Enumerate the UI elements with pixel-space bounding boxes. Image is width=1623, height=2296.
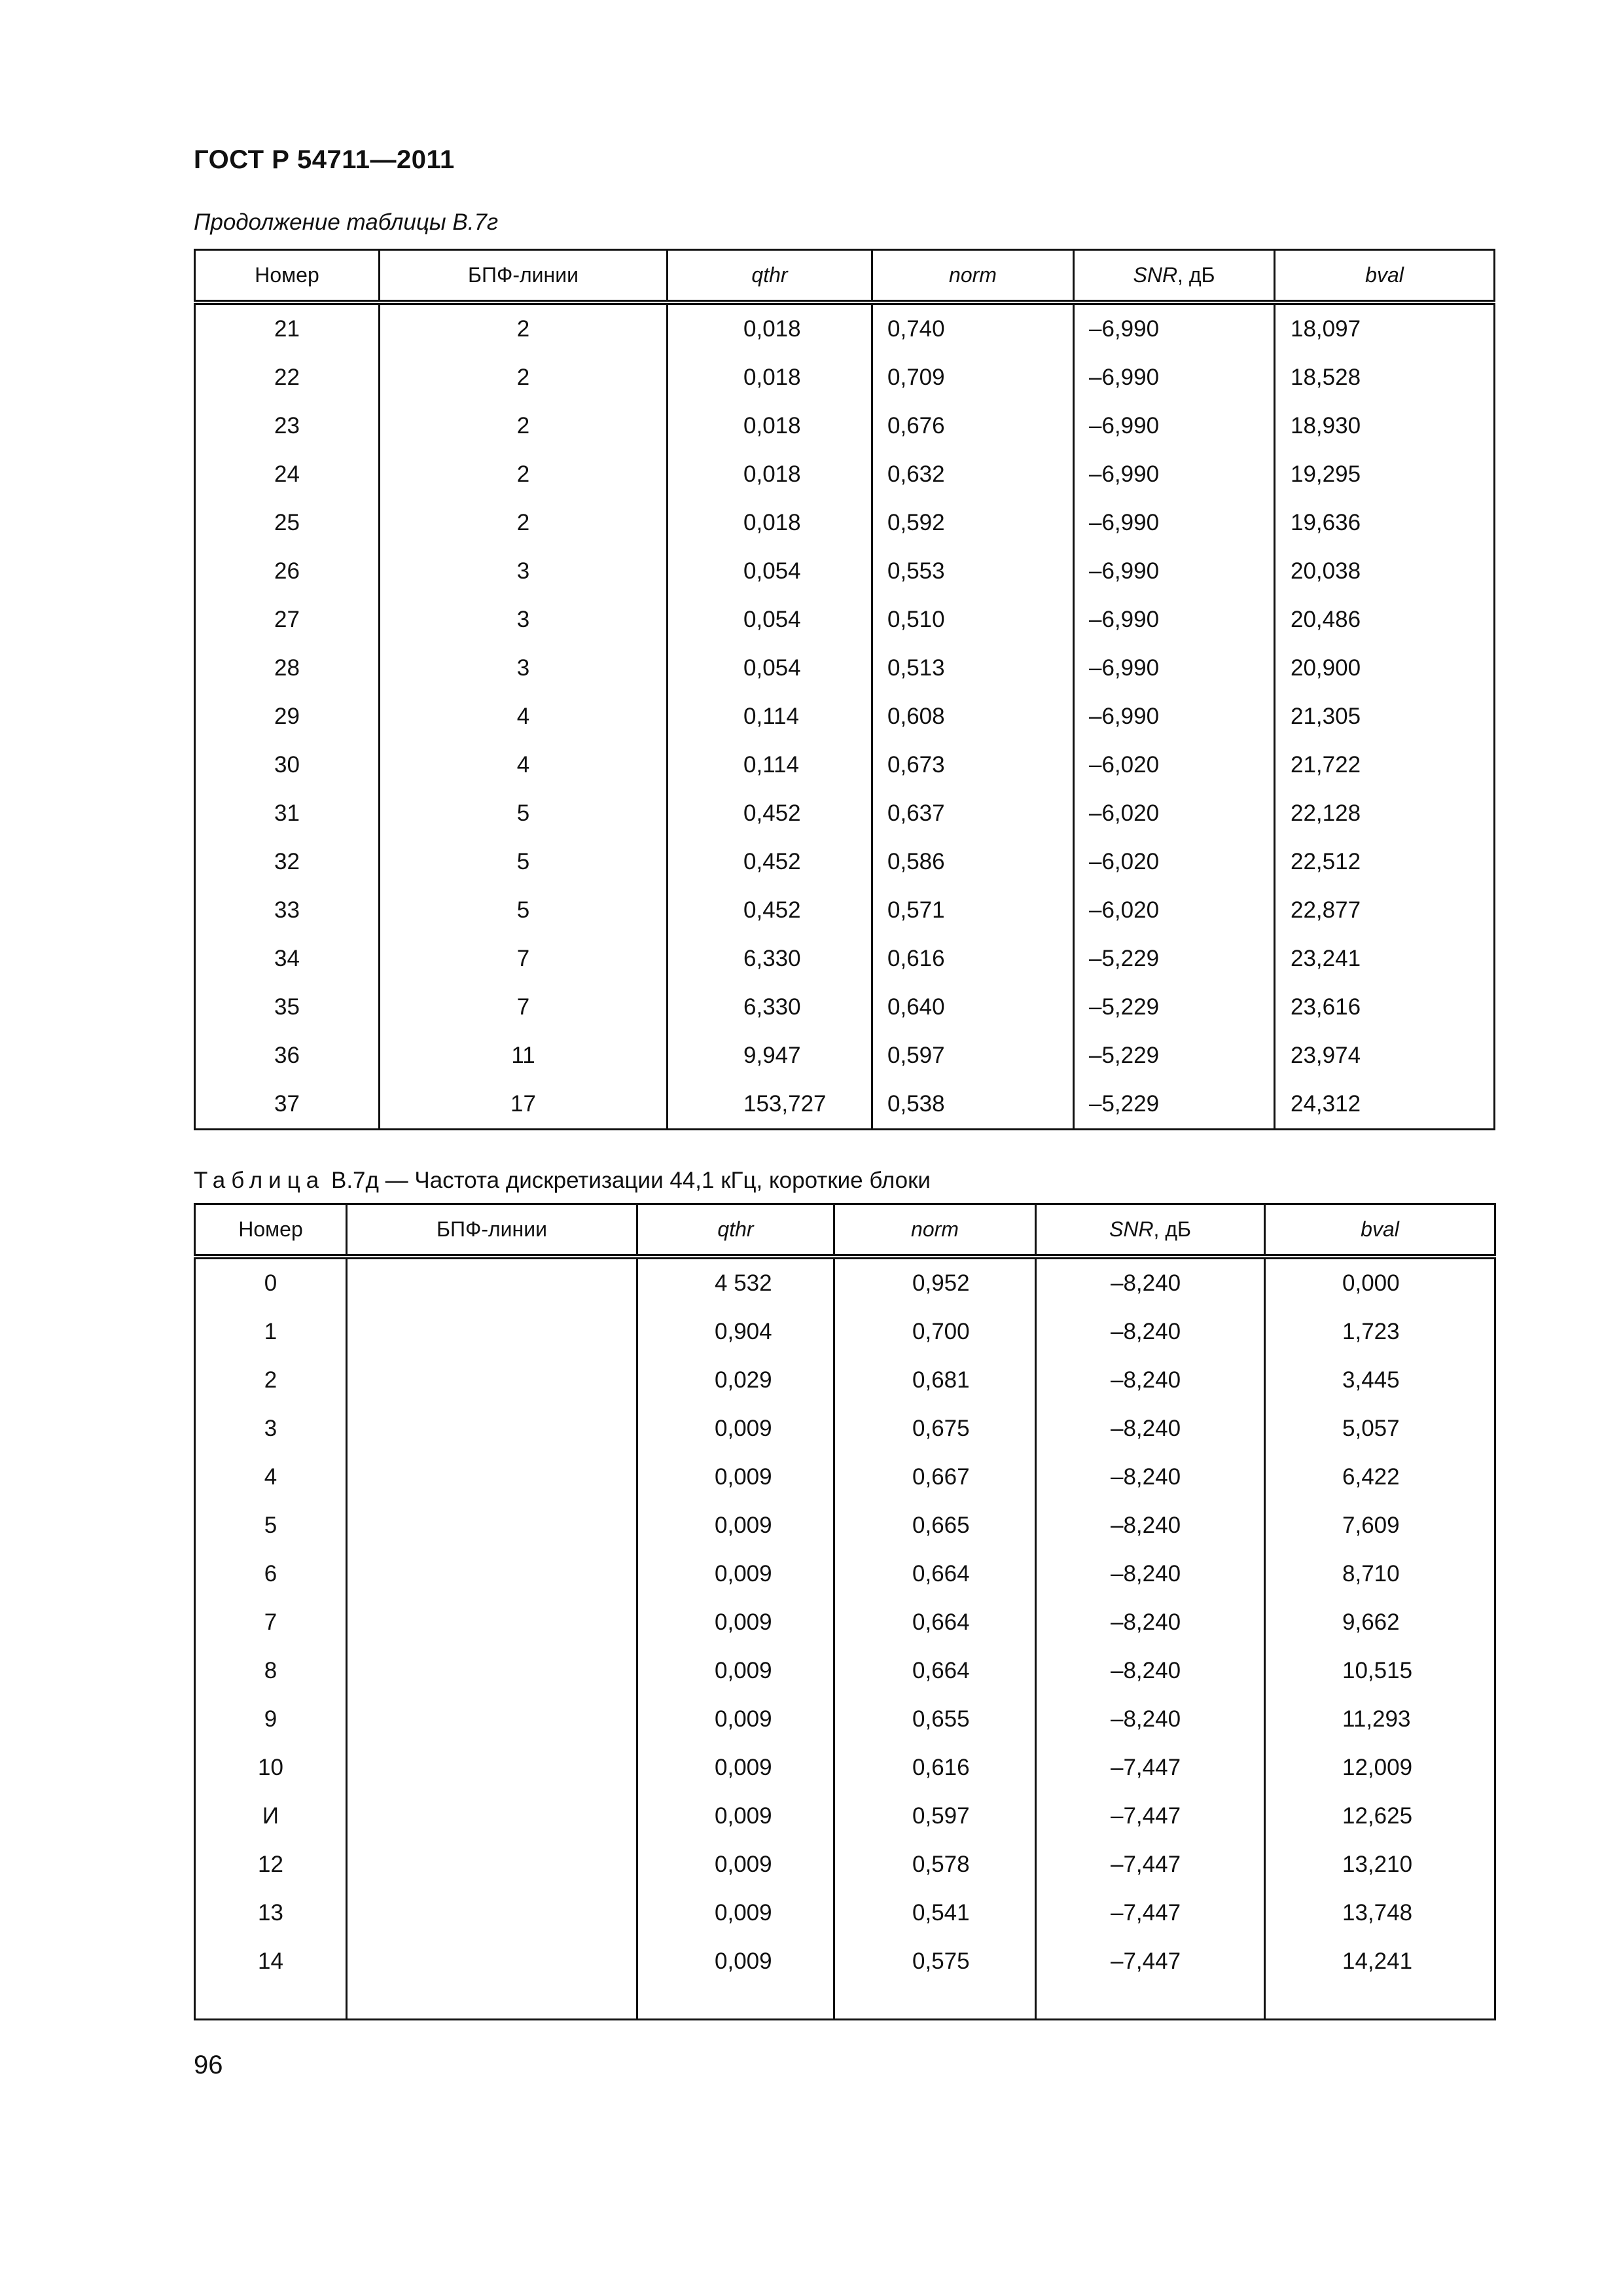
norm-cell: 0,709 [872, 353, 1074, 402]
table1-body [195, 302, 1495, 1130]
empty-cell [834, 1986, 1036, 2020]
norm-cell: 0,571 [872, 886, 1074, 935]
norm-cell: 0,637 [872, 789, 1074, 838]
fft-lines-cell [347, 1405, 637, 1453]
norm-cell: 0,592 [872, 499, 1074, 547]
qthr-cell: 0,452 [668, 886, 872, 935]
bval-cell: 21,722 [1275, 741, 1495, 789]
qthr-cell: 0,018 [668, 353, 872, 402]
number-cell: 4 [195, 1453, 347, 1501]
fft-lines-cell: 7 [380, 983, 668, 1031]
table-row [195, 741, 1495, 789]
table-row [195, 692, 1495, 741]
number-cell: 3 [195, 1405, 347, 1453]
fft-lines-cell [347, 1840, 637, 1889]
qthr-cell: 0,054 [668, 644, 872, 692]
table-row [195, 1550, 1495, 1598]
number-cell: 25 [195, 499, 380, 547]
snr-cell: –8,240 [1036, 1453, 1265, 1501]
number-cell: 22 [195, 353, 380, 402]
qthr-cell: 0,029 [637, 1356, 834, 1405]
qthr-cell: 0,114 [668, 692, 872, 741]
qthr-cell: 0,452 [668, 789, 872, 838]
table-row [195, 353, 1495, 402]
table-row [195, 1889, 1495, 1937]
bval-cell: 7,609 [1265, 1501, 1495, 1550]
snr-cell: –8,240 [1036, 1598, 1265, 1647]
qthr-cell: 0,018 [668, 302, 872, 353]
column-header-norm: norm [834, 1204, 1036, 1257]
bval-cell: 9,662 [1265, 1598, 1495, 1647]
bval-cell: 13,210 [1265, 1840, 1495, 1889]
snr-cell: –5,229 [1074, 935, 1275, 983]
table-row [195, 789, 1495, 838]
bval-cell: 20,486 [1275, 596, 1495, 644]
qthr-cell: 9,947 [668, 1031, 872, 1080]
fft-lines-cell: 4 [380, 692, 668, 741]
table-row [195, 1405, 1495, 1453]
qthr-cell: 0,904 [637, 1308, 834, 1356]
fft-lines-cell [347, 1937, 637, 1986]
norm-cell: 0,681 [834, 1356, 1036, 1405]
fft-lines-cell: 2 [380, 302, 668, 353]
fft-lines-cell: 3 [380, 644, 668, 692]
number-cell: 7 [195, 1598, 347, 1647]
snr-cell: –6,990 [1074, 547, 1275, 596]
number-cell: 35 [195, 983, 380, 1031]
table-row [195, 1453, 1495, 1501]
table-row [195, 1257, 1495, 1308]
snr-cell: –5,229 [1074, 1080, 1275, 1130]
number-cell: 12 [195, 1840, 347, 1889]
column-header-snr: SNR, дБ [1036, 1204, 1265, 1257]
snr-cell: –8,240 [1036, 1356, 1265, 1405]
fft-lines-cell [347, 1356, 637, 1405]
bval-cell: 13,748 [1265, 1889, 1495, 1937]
snr-cell: –6,990 [1074, 353, 1275, 402]
norm-cell: 0,538 [872, 1080, 1074, 1130]
norm-cell: 0,578 [834, 1840, 1036, 1889]
table-row [195, 644, 1495, 692]
bval-cell: 18,097 [1275, 302, 1495, 353]
table2-caption [194, 1168, 931, 1194]
qthr-cell: 0,452 [668, 838, 872, 886]
norm-cell: 0,597 [872, 1031, 1074, 1080]
number-cell: 6 [195, 1550, 347, 1598]
table-row [195, 1937, 1495, 1986]
snr-unit: , дБ [1153, 1217, 1191, 1241]
snr-cell: –6,990 [1074, 450, 1275, 499]
norm-cell: 0,616 [872, 935, 1074, 983]
snr-cell: –8,240 [1036, 1695, 1265, 1744]
snr-cell: –8,240 [1036, 1501, 1265, 1550]
bval-cell: 1,723 [1265, 1308, 1495, 1356]
table2-caption-label: Таблица [194, 1168, 325, 1193]
qthr-cell: 0,009 [637, 1550, 834, 1598]
bval-cell: 22,128 [1275, 789, 1495, 838]
bval-cell: 8,710 [1265, 1550, 1495, 1598]
fft-lines-cell [347, 1647, 637, 1695]
snr-cell: –6,990 [1074, 692, 1275, 741]
norm-cell: 0,740 [872, 302, 1074, 353]
fft-lines-cell [347, 1744, 637, 1792]
page-number: 96 [194, 2051, 223, 2079]
norm-cell: 0,700 [834, 1308, 1036, 1356]
norm-cell: 0,664 [834, 1550, 1036, 1598]
fft-lines-cell: 5 [380, 838, 668, 886]
bval-cell: 22,512 [1275, 838, 1495, 886]
column-header-snr: SNR, дБ [1074, 250, 1275, 303]
snr-cell: –8,240 [1036, 1550, 1265, 1598]
norm-cell: 0,553 [872, 547, 1074, 596]
snr-cell: –7,447 [1036, 1792, 1265, 1840]
snr-unit: , дБ [1177, 263, 1215, 287]
table-row [195, 983, 1495, 1031]
number-cell: 14 [195, 1937, 347, 1986]
fft-lines-cell: 7 [380, 935, 668, 983]
number-cell: И [195, 1792, 347, 1840]
qthr-cell: 0,018 [668, 402, 872, 450]
norm-cell: 0,673 [872, 741, 1074, 789]
qthr-cell: 6,330 [668, 935, 872, 983]
column-header-bval: bval [1265, 1204, 1495, 1257]
empty-cell [1036, 1986, 1265, 2020]
table-row [195, 1792, 1495, 1840]
column-header-bval: bval [1275, 250, 1495, 303]
bval-cell: 20,038 [1275, 547, 1495, 596]
qthr-cell: 0,054 [668, 596, 872, 644]
snr-cell: –7,447 [1036, 1744, 1265, 1792]
table-row [195, 1647, 1495, 1695]
qthr-cell: 0,009 [637, 1453, 834, 1501]
number-cell: 26 [195, 547, 380, 596]
number-cell: 0 [195, 1257, 347, 1308]
bval-cell: 23,616 [1275, 983, 1495, 1031]
snr-cell: –7,447 [1036, 1937, 1265, 1986]
column-header-number: Номер [195, 250, 380, 303]
norm-cell: 0,597 [834, 1792, 1036, 1840]
bval-cell: 12,625 [1265, 1792, 1495, 1840]
qthr-cell: 0,009 [637, 1840, 834, 1889]
table-row [195, 1080, 1495, 1130]
qthr-cell: 0,018 [668, 450, 872, 499]
qthr-cell: 153,727 [668, 1080, 872, 1130]
column-header-fft-lines: БПФ-линии [380, 250, 668, 303]
snr-cell: –6,990 [1074, 402, 1275, 450]
fft-lines-cell [347, 1501, 637, 1550]
qthr-cell: 0,009 [637, 1889, 834, 1937]
qthr-cell: 0,009 [637, 1695, 834, 1744]
norm-cell: 0,640 [872, 983, 1074, 1031]
qthr-cell: 6,330 [668, 983, 872, 1031]
fft-lines-cell: 4 [380, 741, 668, 789]
snr-cell: –6,020 [1074, 789, 1275, 838]
number-cell: 2 [195, 1356, 347, 1405]
norm-cell: 0,541 [834, 1889, 1036, 1937]
bval-cell: 20,900 [1275, 644, 1495, 692]
fft-lines-cell: 2 [380, 450, 668, 499]
table-row [195, 886, 1495, 935]
snr-cell: –6,020 [1074, 886, 1275, 935]
fft-lines-cell [347, 1889, 637, 1937]
qthr-cell: 4 532 [637, 1257, 834, 1308]
norm-cell: 0,510 [872, 596, 1074, 644]
table-row [195, 1695, 1495, 1744]
table-row [195, 1356, 1495, 1405]
number-cell: 8 [195, 1647, 347, 1695]
empty-cell [637, 1986, 834, 2020]
norm-cell: 0,586 [872, 838, 1074, 886]
column-header-norm: norm [872, 250, 1074, 303]
bval-cell: 21,305 [1275, 692, 1495, 741]
snr-cell: –6,990 [1074, 302, 1275, 353]
fft-lines-cell [347, 1550, 637, 1598]
snr-cell: –6,990 [1074, 596, 1275, 644]
number-cell: 24 [195, 450, 380, 499]
table-row [195, 838, 1495, 886]
snr-cell: –6,020 [1074, 741, 1275, 789]
table-row [195, 547, 1495, 596]
bval-cell: 0,000 [1265, 1257, 1495, 1308]
column-header-qthr: qthr [668, 250, 872, 303]
empty-cell [347, 1986, 637, 2020]
table1-caption: Продолжение таблицы В.7г [194, 209, 499, 235]
snr-cell: –7,447 [1036, 1889, 1265, 1937]
table-row [195, 1598, 1495, 1647]
table2-caption-text: В.7д — Частота дискретизации 44,1 кГц, короткие блоки [330, 1168, 931, 1193]
fft-lines-cell [347, 1257, 637, 1308]
number-cell: 36 [195, 1031, 380, 1080]
number-cell: 27 [195, 596, 380, 644]
bval-cell: 12,009 [1265, 1744, 1495, 1792]
table2 [194, 1203, 1496, 2020]
snr-cell: –6,990 [1074, 644, 1275, 692]
number-cell: 9 [195, 1695, 347, 1744]
table2-header-row [195, 1204, 1495, 1257]
fft-lines-cell [347, 1695, 637, 1744]
bval-cell: 22,877 [1275, 886, 1495, 935]
fft-lines-cell: 3 [380, 547, 668, 596]
bval-cell: 23,241 [1275, 935, 1495, 983]
table-row [195, 1501, 1495, 1550]
snr-cell: –5,229 [1074, 983, 1275, 1031]
norm-cell: 0,665 [834, 1501, 1036, 1550]
norm-cell: 0,952 [834, 1257, 1036, 1308]
number-cell: 29 [195, 692, 380, 741]
bval-cell: 18,930 [1275, 402, 1495, 450]
table-row [195, 1840, 1495, 1889]
table2-body [195, 1257, 1495, 2020]
number-cell: 31 [195, 789, 380, 838]
snr-cell: –8,240 [1036, 1308, 1265, 1356]
number-cell: 32 [195, 838, 380, 886]
column-header-number: Номер [195, 1204, 347, 1257]
fft-lines-cell [347, 1308, 637, 1356]
qthr-cell: 0,009 [637, 1405, 834, 1453]
fft-lines-cell [347, 1453, 637, 1501]
empty-cell [1265, 1986, 1495, 2020]
number-cell: 21 [195, 302, 380, 353]
number-cell: 13 [195, 1889, 347, 1937]
fft-lines-cell: 2 [380, 402, 668, 450]
table1-header-row [195, 250, 1495, 303]
qthr-cell: 0,009 [637, 1647, 834, 1695]
qthr-cell: 0,009 [637, 1937, 834, 1986]
number-cell: 30 [195, 741, 380, 789]
number-cell: 23 [195, 402, 380, 450]
column-header-qthr: qthr [637, 1204, 834, 1257]
table-spacer-row [195, 1986, 1495, 2020]
qthr-cell: 0,009 [637, 1501, 834, 1550]
norm-cell: 0,513 [872, 644, 1074, 692]
fft-lines-cell: 5 [380, 789, 668, 838]
bval-cell: 18,528 [1275, 353, 1495, 402]
bval-cell: 11,293 [1265, 1695, 1495, 1744]
bval-cell: 5,057 [1265, 1405, 1495, 1453]
table-row [195, 596, 1495, 644]
norm-cell: 0,676 [872, 402, 1074, 450]
table-row [195, 935, 1495, 983]
qthr-cell: 0,009 [637, 1744, 834, 1792]
norm-cell: 0,608 [872, 692, 1074, 741]
snr-cell: –7,447 [1036, 1840, 1265, 1889]
number-cell: 10 [195, 1744, 347, 1792]
bval-cell: 3,445 [1265, 1356, 1495, 1405]
table-row [195, 1744, 1495, 1792]
bval-cell: 19,295 [1275, 450, 1495, 499]
table1 [194, 249, 1495, 1130]
bval-cell: 10,515 [1265, 1647, 1495, 1695]
norm-cell: 0,655 [834, 1695, 1036, 1744]
norm-cell: 0,664 [834, 1647, 1036, 1695]
number-cell: 28 [195, 644, 380, 692]
qthr-cell: 0,114 [668, 741, 872, 789]
number-cell: 5 [195, 1501, 347, 1550]
fft-lines-cell: 3 [380, 596, 668, 644]
norm-cell: 0,575 [834, 1937, 1036, 1986]
snr-cell: –6,990 [1074, 499, 1275, 547]
table-row [195, 1031, 1495, 1080]
fft-lines-cell: 2 [380, 353, 668, 402]
bval-cell: 6,422 [1265, 1453, 1495, 1501]
fft-lines-cell: 2 [380, 499, 668, 547]
number-cell: 34 [195, 935, 380, 983]
column-header-fft-lines: БПФ-линии [347, 1204, 637, 1257]
qthr-cell: 0,054 [668, 547, 872, 596]
bval-cell: 19,636 [1275, 499, 1495, 547]
table-row [195, 302, 1495, 353]
snr-cell: –8,240 [1036, 1405, 1265, 1453]
qthr-cell: 0,009 [637, 1598, 834, 1647]
table-row [195, 499, 1495, 547]
qthr-cell: 0,009 [637, 1792, 834, 1840]
bval-cell: 23,974 [1275, 1031, 1495, 1080]
snr-cell: –8,240 [1036, 1647, 1265, 1695]
snr-cell: –8,240 [1036, 1257, 1265, 1308]
fft-lines-cell [347, 1792, 637, 1840]
number-cell: 37 [195, 1080, 380, 1130]
snr-cell: –6,020 [1074, 838, 1275, 886]
document-header: ГОСТ Р 54711—2011 [194, 145, 455, 174]
fft-lines-cell: 17 [380, 1080, 668, 1130]
fft-lines-cell [347, 1598, 637, 1647]
fft-lines-cell: 5 [380, 886, 668, 935]
bval-cell: 24,312 [1275, 1080, 1495, 1130]
norm-cell: 0,675 [834, 1405, 1036, 1453]
norm-cell: 0,616 [834, 1744, 1036, 1792]
norm-cell: 0,667 [834, 1453, 1036, 1501]
qthr-cell: 0,018 [668, 499, 872, 547]
snr-cell: –5,229 [1074, 1031, 1275, 1080]
norm-cell: 0,664 [834, 1598, 1036, 1647]
table-row [195, 402, 1495, 450]
bval-cell: 14,241 [1265, 1937, 1495, 1986]
empty-cell [195, 1986, 347, 2020]
number-cell: 33 [195, 886, 380, 935]
number-cell: 1 [195, 1308, 347, 1356]
table-row [195, 1308, 1495, 1356]
fft-lines-cell: 11 [380, 1031, 668, 1080]
table-row [195, 450, 1495, 499]
norm-cell: 0,632 [872, 450, 1074, 499]
